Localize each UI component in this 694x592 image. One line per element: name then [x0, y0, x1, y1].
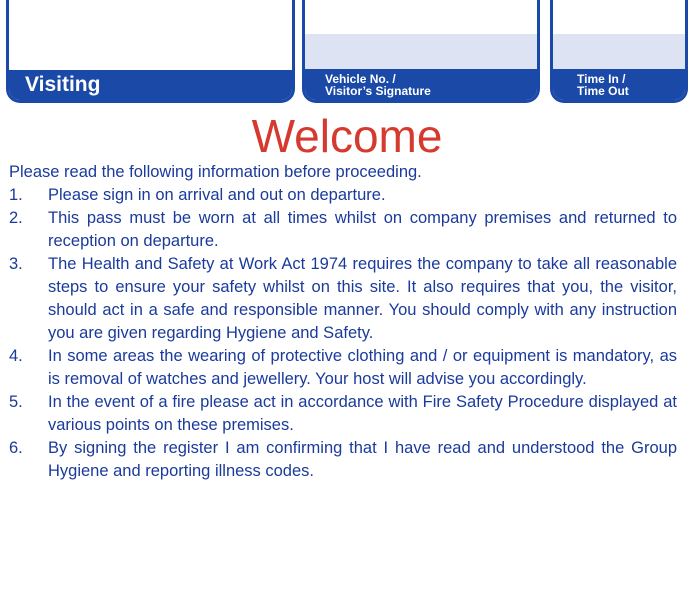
time-in-out-field[interactable] — [550, 0, 688, 103]
time-label-line2: Time Out — [577, 84, 629, 98]
rule-number: 4. — [9, 347, 23, 365]
rule-item — [9, 184, 677, 207]
rule-number: 1. — [9, 186, 23, 204]
rule-text: In the event of a fire please act in accordance with Fire Safety Procedure displayed at various points on these premises. — [48, 393, 677, 434]
rule-text: By signing the register I am confirming that I have read and understood the Group Hygiene and reporting illness codes. — [48, 439, 677, 480]
vehicle-label-line2: Visitor’s Signature — [325, 84, 431, 98]
time-in-out-label — [553, 69, 685, 100]
vehicle-label-line1: Vehicle No. / — [325, 72, 396, 86]
rule-text: In some areas the wearing of protective clothing and / or equipment is mandatory, as is removal of watches and jewellery. Your host will advise you accordingly. — [48, 347, 677, 388]
vehicle-signature-label — [305, 69, 537, 100]
rule-item — [9, 437, 677, 483]
time-label-line1: Time In / — [577, 72, 626, 86]
rule-item — [9, 207, 677, 253]
vehicle-signature-shade — [305, 34, 537, 69]
rule-item — [9, 253, 677, 345]
rule-number: 3. — [9, 255, 23, 273]
visiting-field[interactable] — [6, 0, 295, 103]
rules-list — [9, 184, 677, 483]
rule-text: Please sign in on arrival and out on departure. — [48, 186, 386, 204]
intro-text: Please read the following information before proceeding. — [9, 163, 422, 181]
rule-text: The Health and Safety at Work Act 1974 requires the company to take all reasonable steps to ensure your safety whilst on this site. It also requires that you, the visitor, should act in a safe and responsible manner. You should comply with any instruction you are given regarding Hygiene and Safety. — [48, 255, 677, 342]
rule-text: This pass must be worn at all times whilst on company premises and returned to reception on departure. — [48, 209, 677, 250]
rule-number: 5. — [9, 393, 23, 411]
rule-number: 6. — [9, 439, 23, 457]
rule-item — [9, 391, 677, 437]
welcome-title: Welcome — [251, 110, 443, 162]
vehicle-signature-field[interactable] — [302, 0, 540, 103]
visiting-label: Visiting — [9, 70, 292, 100]
rule-item — [9, 345, 677, 391]
time-in-out-shade — [553, 34, 685, 69]
rule-number: 2. — [9, 209, 23, 227]
